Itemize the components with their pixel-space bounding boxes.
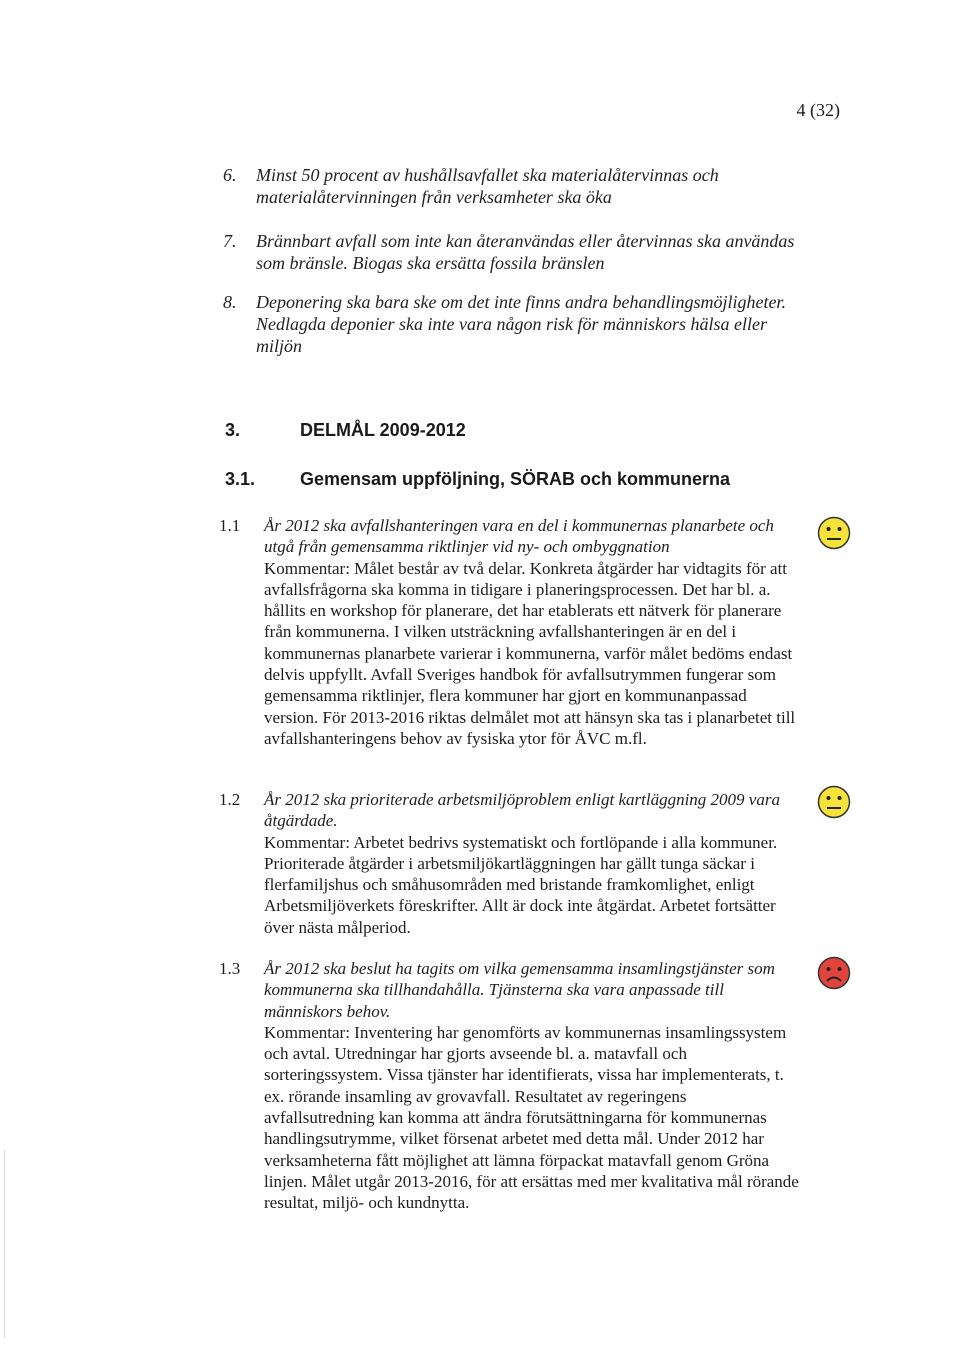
section-title: DELMÅL 2009-2012 <box>300 420 466 440</box>
neutral-face-icon <box>817 516 851 550</box>
item-number: 1.3 <box>219 959 241 978</box>
subsection-title: Gemensam uppföljning, SÖRAB och kommunerna <box>300 469 731 489</box>
goal-text: Brännbart avfall som inte kan återanvändas eller återvinnas ska användas som bränsle. Biogas ska ersätta fossila bränslen <box>256 231 795 273</box>
item-number: 1.2 <box>219 790 241 809</box>
goal-8 <box>223 291 803 357</box>
item-comment: Kommentar: Målet består av två delar. Konkreta åtgärder har vidtagits för att avfallsfrågorna ska komma in tidigare i planeringsprocessen. Det har bl. a. hållits en workshop för planerare, det har etablerats ett nätverk för planerare från kommunerna. I vilken utsträckning avfallshanteringen är en del i kommunernas planarbete varierar i kommunerna, varför målet bedöms endast delvis uppfyllt. Avfall Sveriges handbok för avfallsutrymmen fungerar som gemensamma riktlinjer, flera kommuner har gjort en kommunanpassad version. För 2013-2016 riktas delmålet mot att hänsyn ska tas i planarbetet till avfallshanteringens behov av fysiska ytor för ÅVC m.fl. <box>264 558 796 748</box>
goal-number: 8. <box>223 292 237 312</box>
item-comment: Kommentar: Arbetet bedrivs systematiskt och fortlöpande i alla kommuner. Prioriterade åtgärder i arbetsmiljökartläggningen har gällt tunga säckar i flerfamiljshus och småhusområden med bristande framkomlighet, enligt Arbetsmiljöverkets föreskrifter. Allt är dock inte åtgärdat. Arbetet fortsätter över nästa målperiod. <box>264 832 778 937</box>
subsection-heading <box>225 469 730 490</box>
item-title: År 2012 ska prioriterade arbetsmiljöproblem enligt kartläggning 2009 vara åtgärdade. <box>264 790 780 831</box>
delmal-item-1-2 <box>219 789 799 938</box>
goal-7 <box>223 230 803 274</box>
item-comment: Kommentar: Inventering har genomförts av kommunernas insamlingssystem och avtal. Utredningar har gjorts avseende bl. a. matavfall och sorteringssystem. Vissa tjänster har identifierats, vissa har implementerats, t. ex. rörande insamling av grovavfall. Resultatet av regeringens avfallsutredning kan komma att ändra förutsättningarna för kommunernas handlingsutrymme, vilket försenat arbetet med detta mål. Under 2012 har verksamheterna fått möjlighet att lämna förpackat matavfall genom Gröna linjen. Målet utgår 2013-2016, för att ersättas med mer kvalitativa mål rörande resultat, miljö- och kundnytta. <box>264 1022 799 1213</box>
goal-6 <box>223 164 803 208</box>
delmal-item-1-1 <box>219 515 799 749</box>
goal-text: Minst 50 procent av hushållsavfallet ska materialåtervinnas och materialåtervinningen från verksamheter ska öka <box>256 165 719 207</box>
item-number: 1.1 <box>219 516 241 535</box>
scan-edge-mark <box>4 1150 5 1338</box>
page-number: 4 (32) <box>796 100 840 120</box>
section-number: 3. <box>225 420 241 440</box>
item-title: År 2012 ska avfallshanteringen vara en del i kommunernas planarbete och utgå från gemensamma riktlinjer vid ny- och ombyggnation <box>264 516 774 557</box>
goal-text: Deponering ska bara ske om det inte finns andra behandlingsmöjligheter. Nedlagda deponier ska inte vara någon risk för människors hälsa eller miljön <box>256 292 786 356</box>
goal-number: 7. <box>223 231 237 251</box>
delmal-item-1-3 <box>219 958 799 1214</box>
sad-face-icon <box>817 956 851 990</box>
section-heading <box>225 420 466 441</box>
goal-number: 6. <box>223 165 237 185</box>
subsection-number: 3.1. <box>225 469 256 489</box>
neutral-face-icon <box>817 785 851 819</box>
item-title: År 2012 ska beslut ha tagits om vilka gemensamma insamlingstjänster som kommunerna ska tillhandahålla. Tjänsterna ska vara anpassade till människors behov. <box>264 959 775 1021</box>
